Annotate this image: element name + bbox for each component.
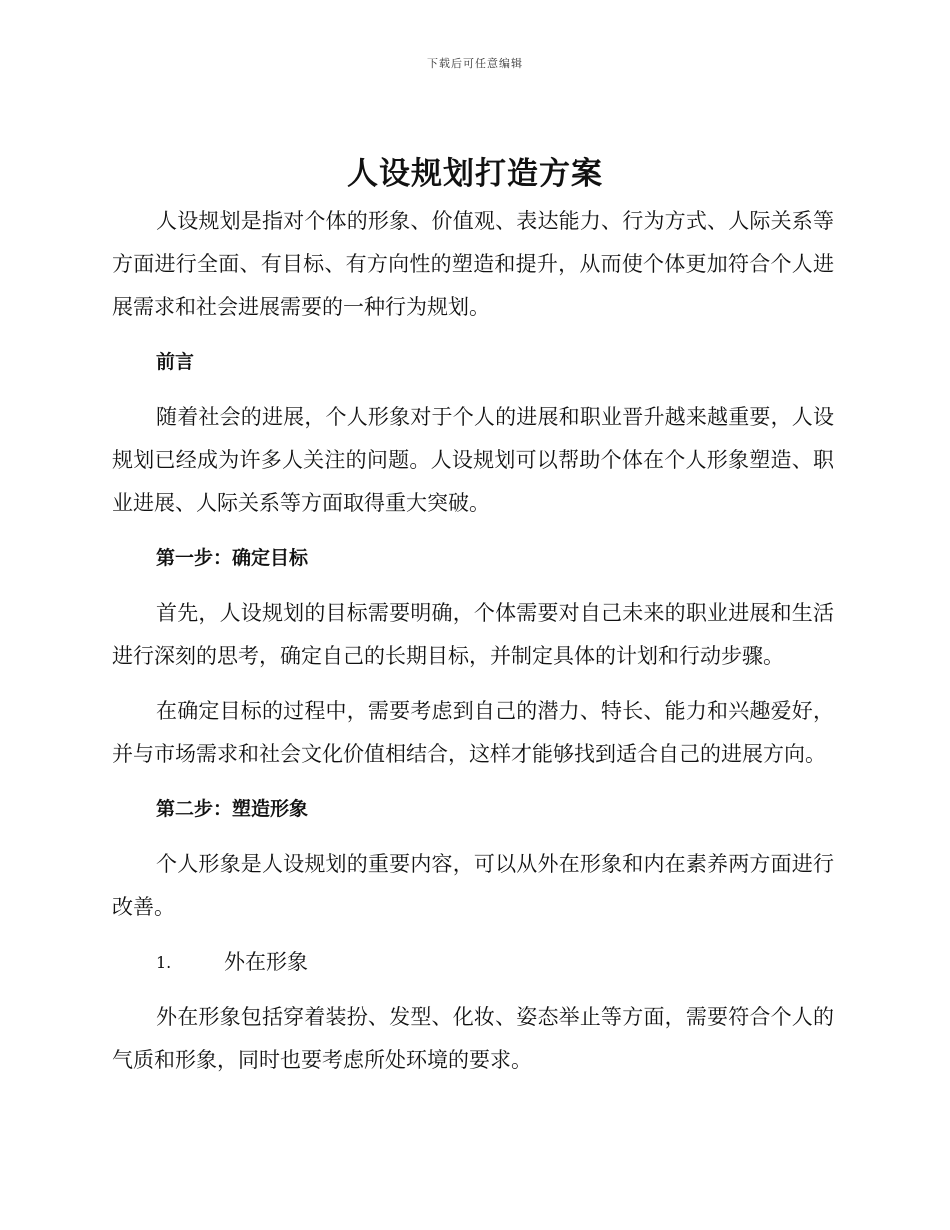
step2-paragraph-1: 个人形象是人设规划的重要内容，可以从外在形象和内在素养两方面进行改善。 bbox=[112, 852, 834, 919]
outer-image-paragraph: 外在形象包括穿着装扮、发型、化妆、姿态举止等方面，需要符合个人的气质和形象，同时也要考虑所处环境的要求。 bbox=[112, 1005, 834, 1072]
step2-heading: 第二步：塑造形象 bbox=[156, 798, 309, 820]
list-item-label: 外在形象 bbox=[224, 950, 308, 974]
document-body bbox=[112, 200, 834, 1094]
step1-heading: 第一步：确定目标 bbox=[156, 547, 309, 569]
header-note: 下载后可任意编辑 bbox=[427, 57, 523, 70]
preface-paragraph: 随着社会的进展，个人形象对于个人的进展和职业晋升越来越重要，人设规划已经成为许多人关注的问题。人设规划可以帮助个体在个人形象塑造、职业进展、人际关系等方面取得重大突破。 bbox=[112, 405, 834, 515]
preface-heading: 前言 bbox=[156, 351, 195, 373]
intro-paragraph: 人设规划是指对个体的形象、价值观、表达能力、行为方式、人际关系等方面进行全面、有目标、有方向性的塑造和提升，从而使个体更加符合个人进展需求和社会进展需要的一种行为规划。 bbox=[112, 209, 834, 319]
document-title: 人设规划打造方案 bbox=[347, 156, 603, 192]
step1-paragraph-1: 首先，人设规划的目标需要明确，个体需要对自己未来的职业进展和生活进行深刻的思考，确定自己的长期目标，并制定具体的计划和行动步骤。 bbox=[112, 601, 834, 668]
list-item-number: 1. bbox=[156, 953, 172, 972]
list-item-outer-image bbox=[112, 941, 834, 984]
step1-paragraph-2: 在确定目标的过程中，需要考虑到自己的潜力、特长、能力和兴趣爱好，并与市场需求和社会文化价值相结合，这样才能够找到适合自己的进展方向。 bbox=[112, 699, 834, 766]
